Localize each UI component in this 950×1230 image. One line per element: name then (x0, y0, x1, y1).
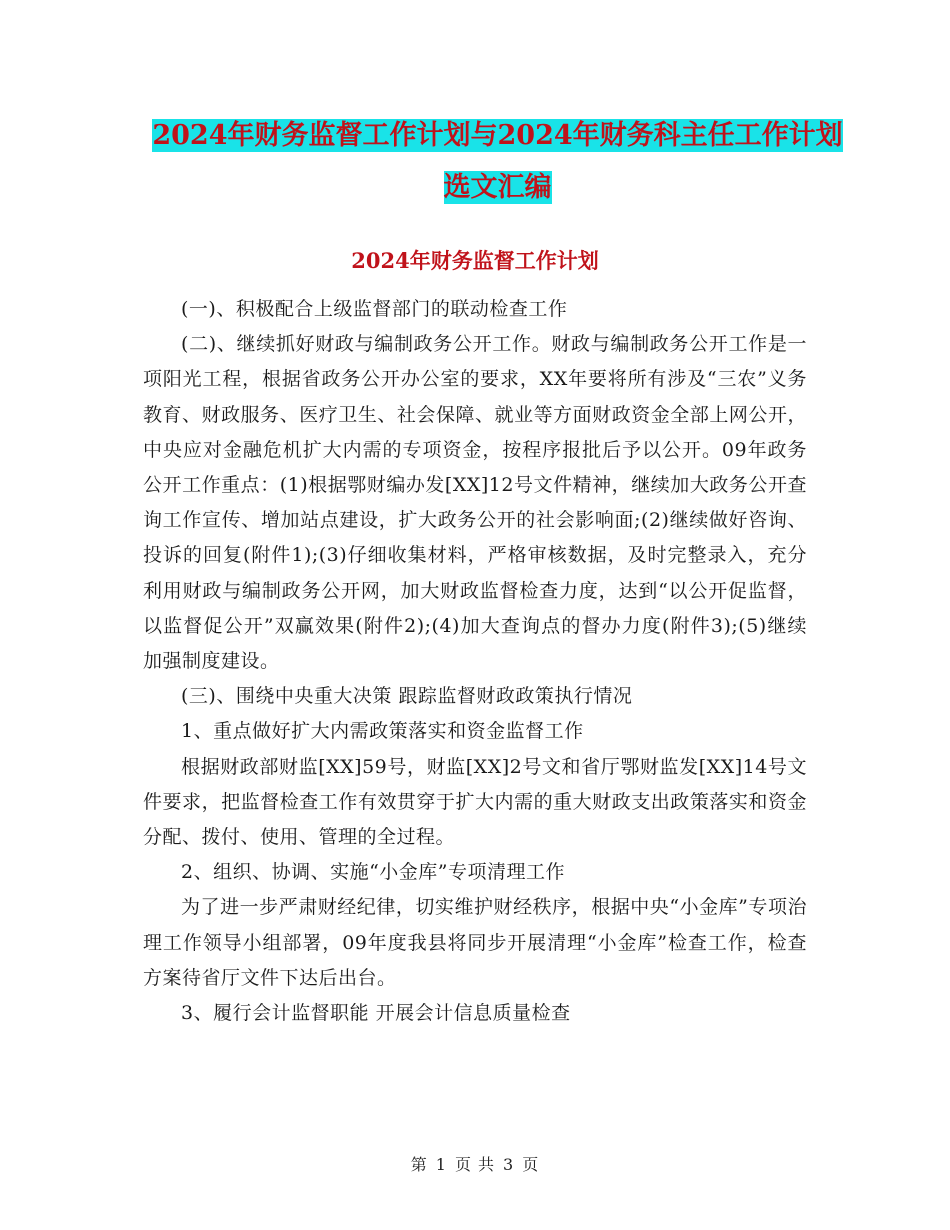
paragraph: 1、重点做好扩大内需政策落实和资金监督工作 (181, 720, 584, 743)
paragraph: 3、履行会计监督职能 开展会计信息质量检查 (181, 1002, 571, 1025)
paragraph: (二)、继续抓好财政与编制政务公开工作。财政与编制政务公开工作是一项阳光工程，根据省政务公开办公室的要求，XX年要将所有涉及“三农”义务教育、财政服务、医疗卫生、社会保障、就业等方面财政资金全部上网公开，中央应对金融危机扩大内需的专项资金，按程序报批后予以公开。09年政务公开工作重点：(1)根据鄂财编办发[XX]12号文件精神，继续加大政务公开查询工作宣传、增加站点建设，扩大政务公开的社会影响面;(2)继续做好咨询、投诉的回复(附件1);(3)仔细收集材料，严格审核数据，及时完整录入，充分利用财政与编制政务公开网，加大财政监督检查力度，达到“以公开促监督，以监督促公开”双赢效果(附件2);(4)加大查询点的督办力度(附件3);(5)继续加强制度建设。 (143, 333, 807, 673)
footer-page-number: 1 (435, 1155, 447, 1174)
document-body (143, 292, 807, 1031)
page-footer (0, 1152, 950, 1175)
paragraph: 2、组织、协调、实施“小金库”专项清理工作 (181, 861, 566, 884)
footer-total-pages: 3 (503, 1155, 515, 1174)
section-title: 2024年财务监督工作计划 (351, 248, 599, 273)
footer-middle: 页 共 (454, 1155, 496, 1174)
paragraph: 根据财政部财监[XX]59号，财监[XX]2号文和省厅鄂财监发[XX]14号文件要求，把监督检查工作有效贯穿于扩大内需的重大财政支出政策落实和资金分配、拨付、使用、管理的全过程。 (143, 755, 807, 849)
paragraph: (三)、围绕中央重大决策 跟踪监督财政政策执行情况 (181, 685, 633, 708)
footer-prefix: 第 (410, 1155, 428, 1174)
footer-suffix: 页 (522, 1155, 540, 1174)
paragraph: (一)、积极配合上级监督部门的联动检查工作 (181, 298, 568, 320)
paragraph: 为了进一步严肃财经纪律，切实维护财经秩序，根据中央“小金库”专项治理工作领导小组部署，09年度我县将同步开展清理“小金库”检查工作，检查方案待省厅文件下达后出台。 (143, 896, 807, 989)
document-title (140, 110, 855, 214)
document-title-text: 2024年财务监督工作计划与2024年财务科主任工作计划选文汇编 (152, 120, 843, 203)
